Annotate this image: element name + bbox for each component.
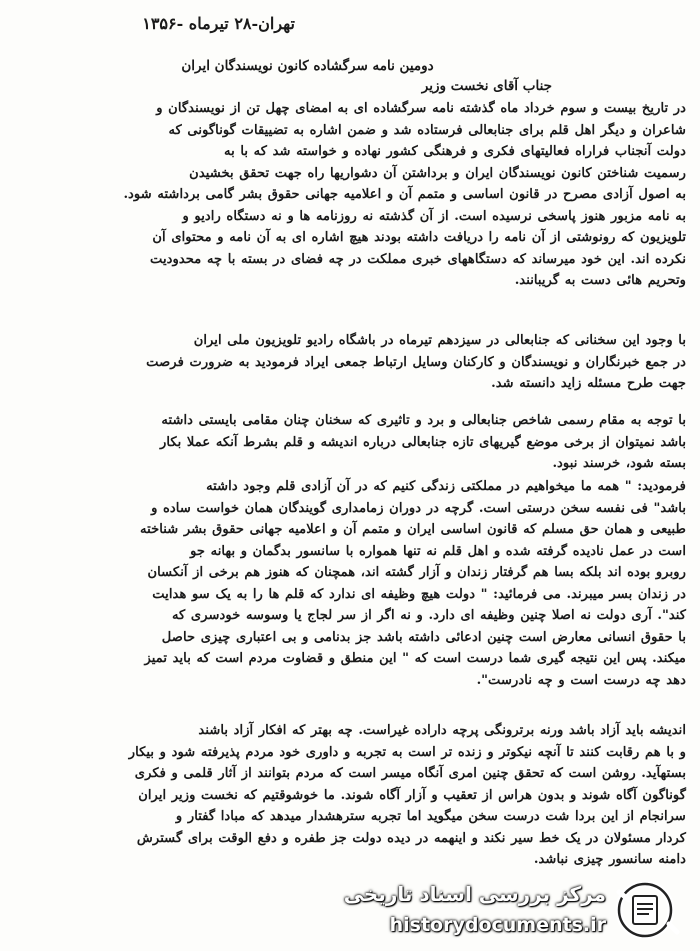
paragraph-line: کردار مسئولان در یک خط سیر نکند و اینهمه در دیده دولت جز طفره و دفع الوقت برای گسترش <box>136 830 686 846</box>
paragraph-line: شاعران و دیگر اهل قلم برای جنابعالی فرستاده شد و ضمن اشاره به تضییقات گوناگونی که <box>168 122 686 138</box>
paragraph-line: رسمیت شناختن کانون نویسندگان ایران و برداشتن آن دشواریها راه جهت تحقق بخشیدن <box>189 165 686 181</box>
paragraph-line: در زندان بسر میبرند. می فرمائید: " دولت هیچ وظیفه ای ندارد که قلم ها را به یک سو هدایت <box>152 586 686 602</box>
paragraph-line: و با هم رقابت کنند تا آنچه نیکوتر و زنده تر است به تجربه و داوری خود مردم پذیرفته شود و بیکار <box>128 744 686 760</box>
paragraph-line: تلویزیون که رونوشتی از آن نامه را دریافت داشته بودند هیچ اشاره ای به آن نامه و محتوای آن <box>152 230 686 245</box>
watermark-title: مرکز بررسی اسناد تاریخی <box>343 882 606 906</box>
paragraph-line: اندیشه باید آزاد باشد ورنه برترونگی پرچه داراده غیراست. چه بهتر که افکار آزاد باشند <box>198 723 686 738</box>
paragraph-4 <box>30 476 686 691</box>
paragraph-line: نکرده اند. این خود میرساند که دستگاههای خبری مملکت در چه فضای در بسته با چه محدودیت <box>150 251 686 267</box>
archive-watermark <box>345 876 690 946</box>
document-title: دومین نامه سرگشاده کانون نویسندگان ایران <box>181 58 434 74</box>
paragraph-line: وتحریم هائی دست به گریبانند. <box>514 273 686 288</box>
paragraph-line: است در عمل نادیده گرفته شده و اهل قلم نه تنها همواره با سانسور بدگمان و بهانه جو <box>190 543 686 559</box>
paragraph-line: بسته شود، خرسند نبود. <box>552 456 686 471</box>
paragraph-line: میکند. پس این نتیجه گیری شما درست است که " این منطق و قضاوت مردم است که باید تمیز <box>144 651 686 666</box>
paragraph-line: روبرو بوده اند بلکه بسا هم گرفتار زندان و آزار گشته اند، همچنان که هنوز هم برخی از آنکسان <box>147 565 686 580</box>
salutation: جناب آقای نخست وزیر <box>421 78 552 94</box>
paragraph-line: باشد نمیتوان از برخی موضع گیریهای تازه جنابعالی درباره اندیشه و قلم بشرط آنکه عملا بکار <box>159 434 686 450</box>
document-date: تهران-۲۸ تیرماه -۱۳۵۶ <box>142 14 295 33</box>
paragraph-line: با توجه به مقام رسمی شاخص جنابعالی و برد و تاثیری که سخنان چنان مقامی بایستی داشته <box>161 413 686 428</box>
paragraph-line: بستهآید. روشن است که تحقق چنین امری آنگاه میسر است که مردم بتوانند از آثار قلمی و فکری <box>134 766 686 781</box>
paragraph-line: در تاریخ بیست و سوم خرداد ماه گذشته نامه سرگشاده ای به امضای چهل تن از نویسندگان و <box>156 101 686 116</box>
archive-logo-icon <box>607 878 687 942</box>
paragraph-5 <box>30 720 686 871</box>
paragraph-line: با وجود این سخنانی که جنابعالی در سیزدهم تیرماه در باشگاه رادیو تلویزیون ملی ایران <box>193 333 686 348</box>
paragraph-line: سرانجام از این بردا شت درست سخن میگوید اما تجربه سترهشدار میدهد که مبادا گفتار و <box>175 809 686 824</box>
paragraph-line: طبیعی و همان حق مسلم که قانون اساسی ایران و متمم آن و اعلامیه جهانی حقوق بشر شناخته <box>140 522 686 537</box>
paragraph-2 <box>30 330 686 395</box>
paragraph-line: در جمع خبرنگاران و نویسندگان و کارکنان وسایل ارتباط جمعی ایراد فرمودید به ضرورت فرصت <box>146 354 686 370</box>
paragraph-line: دامنه سانسور چیزی نباشد. <box>533 852 686 867</box>
paragraph-line: با حقوق انسانی معارض است چنین ادعائی داشته باشد جز بدنامی و بی اعتباری چیزی حاصل <box>161 629 686 645</box>
paragraph-line: باشد" فی نفسه سخن درستی است. گرچه در دوران زمامداری گویندگان همان خواست ساده و <box>151 500 686 516</box>
paragraph-line: دولت آنجناب فراراه فعالیتهای فکری و فرهنگی کشور نهاده و خواسته شد که با به <box>224 144 686 159</box>
paragraph-line: کند". آری دولت نه اصلا چنین وظیفه ای دارد. و نه اگر از سر لجاج یا وسوسه خودسری که <box>171 608 686 623</box>
paragraph-3 <box>30 410 686 475</box>
paragraph-line: به اصول آزادی مصرح در قانون اساسی و متمم آن و اعلامیه جهانی حقوق بشر گامی برداشته شود. <box>123 187 686 202</box>
paragraph-line: فرمودید: " همه ما میخواهیم در مملکتی زندگی کنیم که در آن آزادی قلم وجود داشته <box>206 479 686 494</box>
paragraph-line: گوناگون آگاه شوند و بدون هراس از تعقیب و آزار آگاه شوند. ما خوشوقتیم که نخست وزیر ایران <box>138 787 686 803</box>
paragraph-line: دهد چه درست است و چه نادرست". <box>476 672 686 688</box>
watermark-url: historydocuments.ir <box>389 914 606 936</box>
paragraph-1 <box>30 98 686 292</box>
paragraph-line: به نامه مزبور هنوز پاسخی نرسیده است. از آن گذشته نه روزنامه ها و نه دستگاه رادیو و <box>182 208 686 224</box>
paragraph-line: جهت طرح مسئله زاید دانسته شد. <box>491 376 686 391</box>
